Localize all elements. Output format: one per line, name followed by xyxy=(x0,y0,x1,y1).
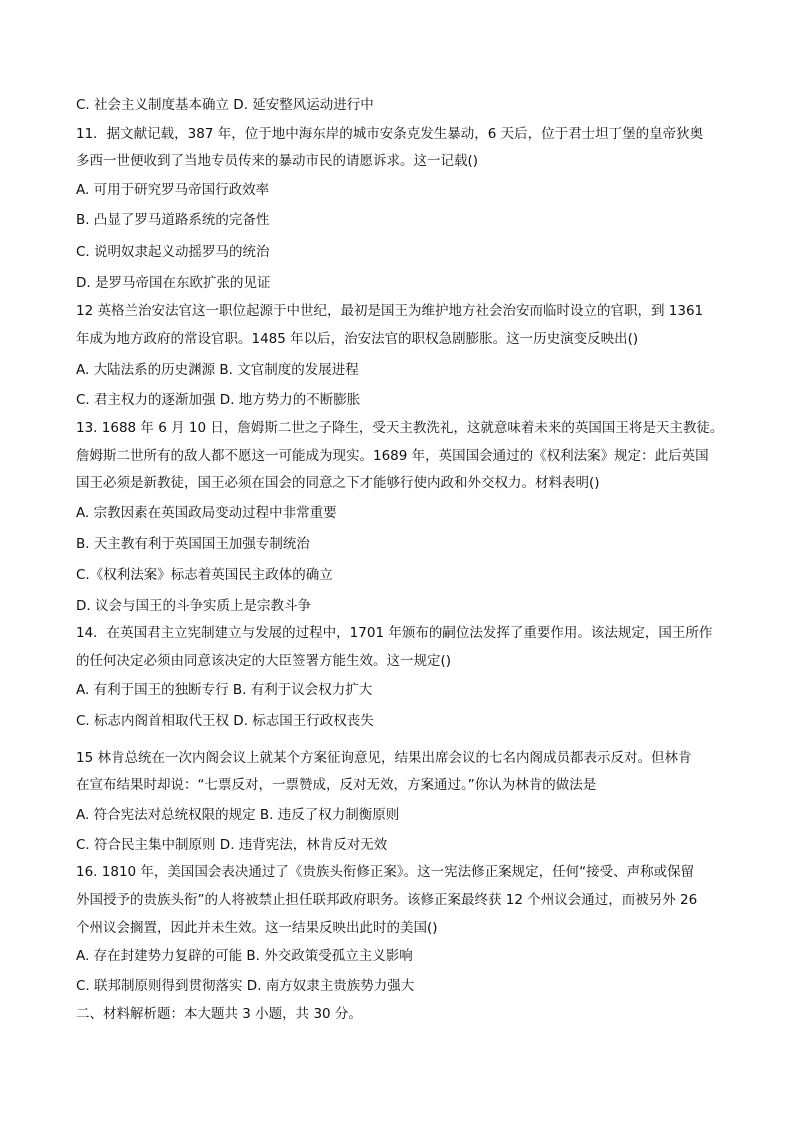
question-12-text-line-1: 12 英格兰治安法官这一职位起源于中世纪，最初是国王为维护地方社会治安而临时设立的官职，到 1361 xyxy=(76,303,704,319)
question-13-option-d: D. 议会与国王的斗争实质上是宗教斗争 xyxy=(76,598,311,614)
question-13-option-a: A. 宗教因素在英国政局变动过程中非常重要 xyxy=(76,505,337,521)
question-14-text-line-1: 14．在英国君主立宪制建立与发展的过程中，1701 年颁布的嗣位法发挥了重要作用。该法规定，国王所作 xyxy=(76,625,713,641)
section-heading: 二、材料解析题：本大题共 3 小题，共 30 分。 xyxy=(76,1006,362,1022)
question-16-text-line-1: 16. 1810 年，美国国会表决通过了《贵族头衔修正案》。这一宪法修正案规定，任何“接受、声称或保留 xyxy=(76,864,695,880)
question-13-option-b: B. 天主教有利于英国国王加强专制统治 xyxy=(76,536,310,552)
option-line: C. 社会主义制度基本确立 D. 延安整风运动进行中 xyxy=(76,97,374,113)
question-11-option-b: B. 凸显了罗马道路系统的完备性 xyxy=(76,212,270,228)
question-11-text-line-1: 11．据文献记载，387 年，位于地中海东岸的城市安条克发生暴动，6 天后，位于君士坦丁堡的皇帝狄奥 xyxy=(76,126,704,142)
question-14-options-ab: A. 有利于国王的独断专行 B. 有利于议会权力扩大 xyxy=(76,682,373,698)
question-11-option-d: D. 是罗马帝国在东欧扩张的见证 xyxy=(76,275,271,291)
question-16-text-line-2: 外国授予的贵族头衔”的人将被禁止担任联邦政府职务。该修正案最终获 12 个州议会通过，而被另外 26 xyxy=(76,892,698,908)
question-14-options-cd: C. 标志内阁首相取代王权 D. 标志国王行政权丧失 xyxy=(76,713,374,729)
question-13-text-line-3: 国王必须是新教徒，国王必须在国会的同意之下才能够行使内政和外交权力。材料表明() xyxy=(76,475,600,491)
question-13-option-c: C.《权利法案》标志着英国民主政体的确立 xyxy=(76,567,333,583)
question-11-option-a: A. 可用于研究罗马帝国行政效率 xyxy=(76,182,270,198)
question-13-text-line-2: 詹姆斯二世所有的敌人都不愿这一可能成为现实。1689 年，英国国会通过的《权利法案》规定：此后英国 xyxy=(76,448,709,464)
question-14-text-line-2: 的任何决定必须由同意该决定的大臣签署方能生效。这一规定() xyxy=(76,653,452,669)
question-11-text-line-2: 多西一世便收到了当地专员传来的暴动市民的请愿诉求。这一记载() xyxy=(76,153,479,169)
question-11-option-c: C. 说明奴隶起义动摇罗马的统治 xyxy=(76,244,270,260)
question-15-options-ab: A. 符合宪法对总统权限的规定 B. 违反了权力制衡原则 xyxy=(76,807,400,823)
question-16-text-line-3: 个州议会搁置，因此并未生效。这一结果反映出此时的美国() xyxy=(76,920,438,936)
question-12-text-line-2: 年成为地方政府的常设官职。1485 年以后，治安法官的职权急剧膨胀。这一历史演变反映出() xyxy=(76,331,639,347)
question-15-text-line-2: 在宣布结果时却说：“七票反对，一票赞成，反对无效，方案通过。”你认为林肯的做法是 xyxy=(76,777,597,793)
question-12-options-cd: C. 君主权力的逐渐加强 D. 地方势力的不断膨胀 xyxy=(76,392,361,408)
question-13-text-line-1: 13. 1688 年 6 月 10 日，詹姆斯二世之子降生，受天主教洗礼，这就意味着未来的英国国王将是天主教徒。 xyxy=(76,420,724,436)
question-15-options-cd: C. 符合民主集中制原则 D. 违背宪法，林肯反对无效 xyxy=(76,837,388,853)
question-16-options-ab: A. 存在封建势力复辟的可能 B. 外交政策受孤立主义影响 xyxy=(76,948,413,964)
question-15-text-line-1: 15 林肯总统在一次内阁会议上就某个方案征询意见，结果出席会议的七名内阁成员都表示反对。但林肯 xyxy=(76,750,692,766)
question-16-options-cd: C. 联邦制原则得到贯彻落实 D. 南方奴隶主贵族势力强大 xyxy=(76,978,415,994)
question-12-options-ab: A. 大陆法系的历史渊源 B. 文官制度的发展进程 xyxy=(76,362,359,378)
